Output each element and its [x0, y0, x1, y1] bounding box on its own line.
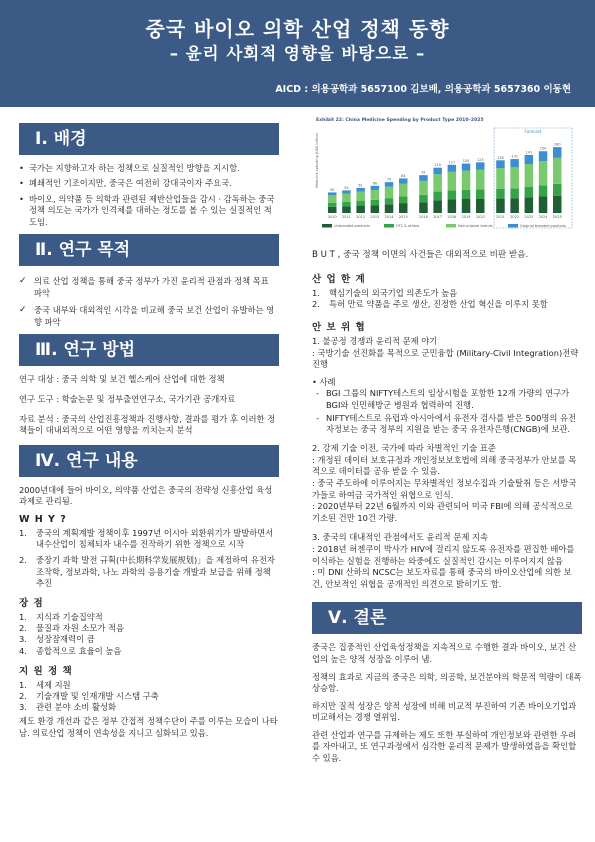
- bar-segment: [510, 167, 519, 188]
- legend-label: OTC & others: [396, 224, 420, 228]
- list-item: 2. 물질과 자원 소모가 적음: [19, 623, 125, 634]
- list-item: - NIFTY테스트로 유럽과 아시아에서 유전자 검사를 받은 500명의 유전자정보는 중국 정부의 지원을 받는 중국 유전자은행(CNGB)에 보관.: [316, 412, 577, 434]
- bar-segment: [476, 162, 485, 169]
- bar-segment: [476, 190, 485, 199]
- list-item: - BGI 그룹의 NIFTY테스트의 임상시험을 포함한 12개 가량의 연구가 BGI와 인민해방군 병원과 협력하여 진행.: [316, 388, 570, 410]
- legend-swatch: [508, 224, 518, 228]
- x-tick-label: 2022: [510, 215, 520, 219]
- case-list: [312, 388, 582, 435]
- conclusion-p3: 하지만 질적 성장은 양적 성장에 비해 비교적 부진하여 기존 바이오기업과 비교해서는 경쟁 열위임.: [312, 700, 577, 723]
- legend-swatch: [446, 224, 456, 228]
- method-analysis: 자료 분석 : 중국의 산업진흥정책과 진행사항, 결과를 평가 후 이러한 정책들이 대내외적으로 어떤 영향을 끼치는지 분석: [19, 413, 276, 436]
- bar-segment: [553, 196, 562, 213]
- bar-total-label: 120: [462, 159, 470, 164]
- bar-total-label: 55: [344, 185, 349, 190]
- bar-total-label: 75: [386, 177, 392, 182]
- bar-total-label: 50: [330, 187, 335, 192]
- bar-segment: [371, 186, 380, 190]
- security-point-2-desc-3: : 2020년부터 22년 6월까지 이와 관련되어 미국 FBI에 의해 공식적으로 기소된 건만 10건 가량.: [312, 501, 573, 523]
- content-intro: 2000년대에 들어 바이오, 의약품 산업은 중국의 전략성 신흥산업 육성 과제로 관리됨.: [19, 484, 273, 507]
- bar-segment: [525, 197, 534, 213]
- security-point-1-desc: : 국방기술 선진화를 목적으로 군민융합 (Military-Civil Integration)전략 진행: [312, 347, 579, 370]
- list-item: 3. 성장잠재력이 큼: [19, 634, 95, 645]
- x-tick-label: 2025: [552, 215, 562, 219]
- bar-segment: [448, 190, 457, 199]
- poster-title: 중국 바이오 의학 산업 정책 동향: [145, 17, 450, 41]
- bar-segment: [342, 202, 351, 207]
- conclusion-p1: 중국은 집중적인 산업육성정책을 지속적으로 수행한 결과 바이오, 보건 산업의 높은 양적 성장을 이루어 냄.: [312, 642, 577, 664]
- x-tick-label: 2011: [341, 215, 351, 219]
- x-tick-label: 2020: [475, 215, 485, 219]
- bar-segment: [328, 195, 337, 202]
- bar-segment: [510, 198, 519, 213]
- bar-total-label: 131: [511, 154, 518, 159]
- bar-segment: [419, 181, 428, 195]
- chart-title: Exhibit 22: China Medicine Spending by Product Type 2010–2025: [316, 118, 484, 123]
- medicine-spending-chart: [312, 113, 582, 243]
- bar-total-label: 117: [448, 160, 456, 165]
- list-item: 4. 종합적으로 효율이 높음: [19, 645, 122, 656]
- advantages-list: [19, 612, 279, 657]
- x-tick-label: 2012: [356, 215, 366, 219]
- bar-total-label: 92: [421, 170, 426, 175]
- check-icon: ✓: [19, 276, 27, 287]
- forecast-label: Forecast: [524, 129, 542, 134]
- legend-swatch: [322, 224, 332, 228]
- bar-segment: [462, 199, 471, 213]
- bar-segment: [419, 175, 428, 181]
- list-item: ✓ 중국 내부와 대외적인 시각을 비교해 중국 보건 산업이 유발하는 영향 파악: [19, 305, 275, 327]
- legend-swatch: [384, 224, 394, 228]
- security-point-3-desc-2: : 미 DNI 산하의 NCSC는 보도자료를 통해 중국의 바이오산업에 의한 보건, 안보적인 위협을 공개적인 의견으로 밝히기도 함.: [312, 567, 572, 589]
- bar-segment: [525, 155, 534, 164]
- bar-segment: [419, 195, 428, 202]
- why-title: W H Y ?: [19, 513, 67, 525]
- bar-segment: [510, 159, 519, 167]
- bar-segment: [385, 198, 394, 204]
- bar-segment: [356, 192, 365, 201]
- x-tick-label: 2019: [461, 215, 471, 219]
- bar-segment: [496, 160, 505, 168]
- list-item: 3. 관련 분야 소비 활성화: [19, 702, 117, 713]
- bar-segment: [539, 197, 548, 213]
- bar-total-label: 160: [553, 142, 561, 147]
- but-text: B U T , 중국 정책 이면의 사건들은 대외적으로 비판 받음.: [312, 250, 529, 260]
- method-tools: 연구 도구 : 학술논문 및 정부출연연구소, 국가기관 공개자료: [19, 394, 236, 404]
- bar-segment: [342, 206, 351, 213]
- bar-segment: [356, 206, 365, 213]
- why-list: [19, 528, 279, 589]
- header-banner: [0, 0, 595, 107]
- bar-total-label: 141: [525, 150, 533, 155]
- bar-segment: [448, 199, 457, 213]
- list-item: 2. 특허 만료 약품을 주로 생산, 진정한 산업 혁신을 이루지 못함: [312, 298, 548, 309]
- bar-segment: [356, 188, 365, 192]
- security-point-1: 1. 불공정 경쟁과 윤리적 문제 야기: [312, 336, 438, 346]
- conclusion-p4: 관련 산업과 연구를 규제하는 제도 또한 부실하여 개인정보와 관련한 우려를 자아내고, 또 연구과정에서 심각한 윤리적 문제가 발생하였음을 확인할 수 있음.: [312, 729, 577, 764]
- check-icon: ✓: [19, 305, 27, 316]
- x-tick-label: 2017: [433, 215, 443, 219]
- x-tick-label: 2024: [538, 215, 548, 219]
- bar-segment: [385, 182, 394, 187]
- bar-total-label: 128: [497, 155, 504, 160]
- bar-segment: [342, 194, 351, 202]
- section-method-header: Ⅲ. 연구 방법: [19, 334, 279, 366]
- bar-segment: [476, 170, 485, 190]
- x-tick-label: 2010: [327, 215, 337, 219]
- support-list: [19, 680, 279, 714]
- left-column: [19, 123, 279, 740]
- bar-segment: [476, 199, 485, 213]
- bar-segment: [539, 185, 548, 196]
- bar-segment: [462, 190, 471, 199]
- legend-label: Original branded products: [520, 224, 566, 228]
- bar-segment: [553, 184, 562, 196]
- list-item: 1. 핵심기술의 외국기업 의존도가 높음: [312, 287, 458, 298]
- bar-segment: [539, 161, 548, 185]
- bar-segment: [328, 207, 337, 213]
- support-title: 지 원 정 책: [19, 665, 73, 677]
- bar-segment: [399, 184, 408, 197]
- bar-segment: [553, 158, 562, 184]
- bar-segment: [553, 147, 562, 158]
- list-item: 1. 지식과 기술집약적: [19, 611, 103, 622]
- x-tick-label: 2014: [384, 215, 394, 219]
- section-background-header: Ⅰ. 배경: [19, 123, 279, 155]
- bar-segment: [371, 200, 380, 205]
- case-title: • 사례: [312, 376, 336, 387]
- list-item: • 폐쇄적인 기조이지만, 중국은 여전히 강대국이자 주요국.: [19, 178, 232, 189]
- legend-label: Non-original brands: [458, 224, 493, 228]
- bar-total-label: 61: [358, 183, 363, 188]
- section-purpose-header: Ⅱ. 연구 목적: [19, 234, 279, 266]
- bar-total-label: 150: [539, 146, 547, 151]
- bar-total-label: 123: [476, 157, 484, 162]
- bar-segment: [328, 192, 337, 195]
- security-point-2: 2. 강제 기술 이전, 국가에 따라 차별적인 기술 표준: [312, 443, 496, 454]
- list-item: 1. 중국의 계획계발 정책이후 1997년 이시아 외환위기가 발발하면서 내수산업이 침체되자 내수를 진작하기 위한 정책으로 시작: [19, 527, 274, 550]
- security-point-2-desc-2: : 중국 주도하에 이루어지는 무차별적인 정보수집과 기술탈취 등은 서방국가들로 하여금 국가적인 위협으로 인식.: [312, 477, 577, 500]
- bar-segment: [399, 203, 408, 213]
- bar-segment: [496, 199, 505, 213]
- bar-segment: [419, 202, 428, 213]
- list-item: • 국가는 지향하고자 하는 정책으로 실질적인 방향을 지시함.: [19, 163, 240, 173]
- bar-segment: [496, 189, 505, 199]
- bar-segment: [433, 168, 442, 175]
- security-point-3-desc-1: : 2018년 허젠쿠이 박사가 HIV에 걸리지 않도록 유전자를 편집한 배아를 이식하는 실험을 진행하는 와중에도 실질적인 감시는 이루어지지 않음: [312, 543, 575, 566]
- list-item: 1. 세제 지원: [19, 679, 71, 690]
- x-tick-label: 2023: [524, 215, 534, 219]
- bar-segment: [462, 164, 471, 171]
- bar-segment: [539, 151, 548, 161]
- bar-segment: [433, 174, 442, 191]
- method-target: 연구 대상 : 중국 의학 및 보건 헬스케어 산업에 대한 정책: [19, 374, 225, 385]
- bar-segment: [342, 190, 351, 193]
- right-column: [312, 250, 582, 765]
- x-tick-label: 2021: [495, 215, 505, 219]
- bar-segment: [448, 165, 457, 172]
- list-item: 2. 중장기 과학 발전 규획(中长期科学发展规划)」을 제정하여 유전자 조작학, 정보과학, 나노 과학의 응용기술 개발과 보급을 위해 정책 추진: [19, 555, 275, 588]
- bar-total-label: 66: [372, 181, 378, 186]
- bar-segment: [462, 171, 471, 190]
- security-point-3: 3. 중국의 대내적인 관점에서도 윤리적 문제 지속: [312, 532, 489, 543]
- security-title: 안 보 위 협: [312, 322, 366, 333]
- bar-segment: [433, 200, 442, 213]
- list-item: 2. 기술개발 및 인재개발 시스템 구축: [19, 691, 159, 701]
- bar-segment: [399, 178, 408, 183]
- bar-total-label: 110: [434, 163, 441, 168]
- legend-label: Unbranded products: [334, 224, 370, 228]
- bar-segment: [371, 190, 380, 200]
- list-item: ✓ 의료 산업 정책을 통해 중국 정부가 가진 윤리적 관점과 정책 목표 파악: [19, 276, 269, 298]
- bar-total-label: 84: [401, 173, 406, 178]
- purpose-list: [19, 276, 279, 328]
- bar-segment: [525, 164, 534, 187]
- authors: AICD : 의용공학과 5657100 김보배, 의용공학과 5657360 이동현: [275, 84, 571, 95]
- bar-segment: [496, 168, 505, 189]
- bar-segment: [328, 203, 337, 207]
- poster-subtitle: – 윤리 사회적 영향을 바탕으로 –: [169, 44, 426, 63]
- x-tick-label: 2018: [447, 215, 457, 219]
- limits-title: 산 업 한 계: [312, 273, 366, 285]
- section-content-header: Ⅳ. 연구 내용: [19, 445, 279, 477]
- background-list: [19, 163, 279, 228]
- security-point-2-desc-1: : 개정된 데이터 보호규정과 개인정보보호법에 의해 중국정부가 안보를 목적으로 데이터를 공유 받을 수 있음.: [312, 454, 577, 477]
- bar-segment: [433, 192, 442, 201]
- bar-segment: [448, 172, 457, 191]
- bar-segment: [525, 187, 534, 198]
- x-tick-label: 2016: [418, 215, 428, 219]
- x-tick-label: 2015: [398, 215, 408, 219]
- conclusion-p2: 정책의 효과로 지금의 중국은 의학, 의공학, 보건분야의 학문적 역량이 대폭 상승함.: [312, 671, 582, 694]
- bar-segment: [399, 197, 408, 204]
- advantages-title: 장 점: [19, 597, 44, 609]
- bar-segment: [356, 201, 365, 206]
- section-conclusion-header: Ⅴ. 결론: [312, 602, 582, 634]
- list-item: • 바이오, 의약품 등 의학과 관련된 제반산업들을 감시 · 감독하는 중국 정책 의도는 국가가 인격체를 대하는 정도를 볼 수 있는 실질적인 척도임.: [19, 193, 275, 227]
- y-axis-label: Medicine spending (US$ billion): [315, 132, 319, 188]
- bar-segment: [510, 188, 519, 198]
- x-tick-label: 2013: [370, 215, 380, 219]
- bar-segment: [371, 205, 380, 213]
- bar-segment: [385, 187, 394, 199]
- bar-segment: [385, 204, 394, 213]
- content-outro: 제도 환경 개선과 같은 정부 간접적 정책수단이 주를 이루는 모습이 나타남. 의료산업 정책이 연속성을 지니고 심화되고 있음.: [19, 716, 278, 738]
- limits-list: [312, 288, 582, 310]
